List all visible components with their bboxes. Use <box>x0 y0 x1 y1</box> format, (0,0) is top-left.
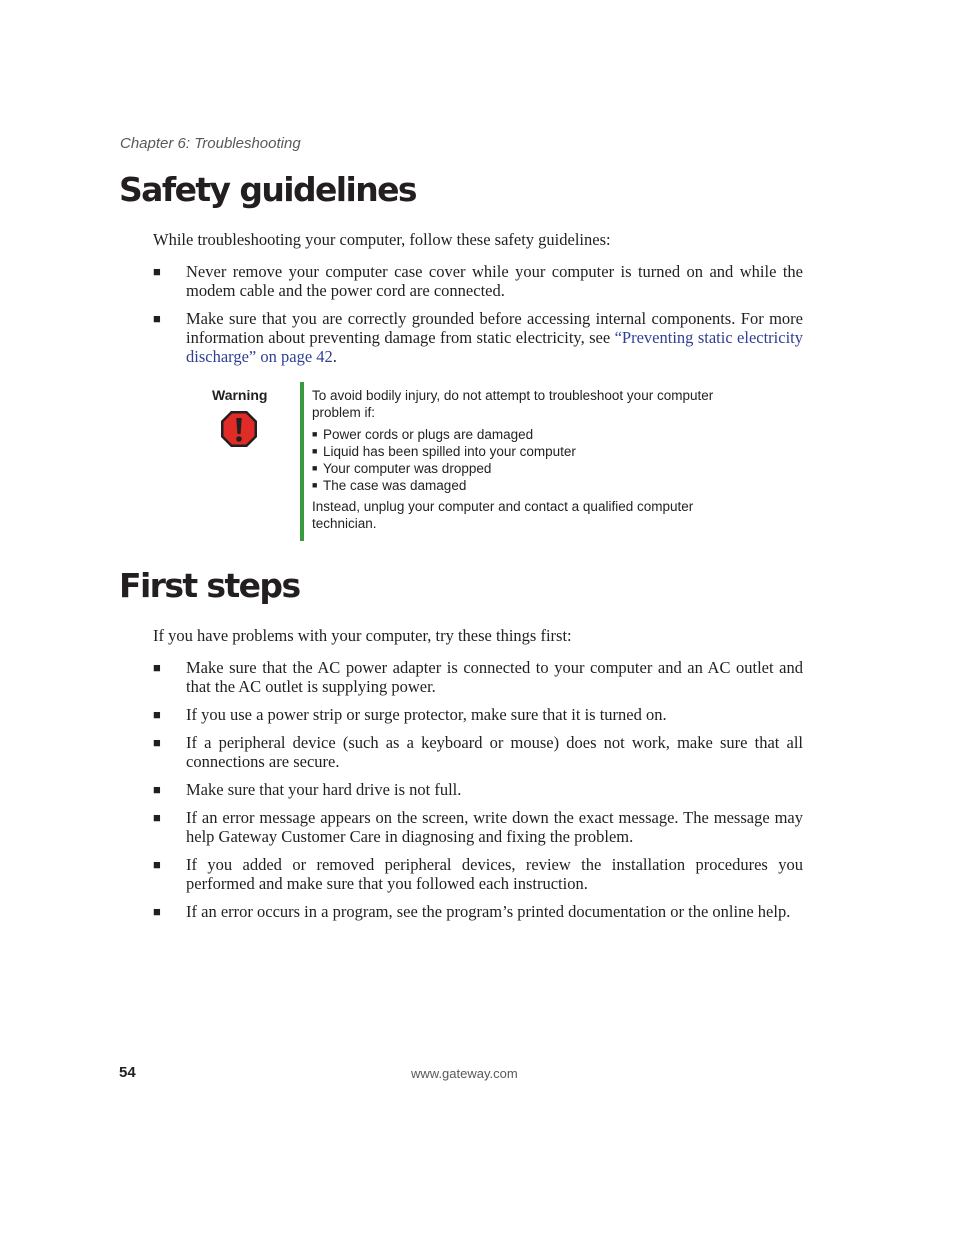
bullet-text: If an error message appears on the screen, write down the exact message. The message may help Gateway Customer Care in diagnosing and fixing the problem. <box>186 808 803 846</box>
warning-body <box>312 387 752 532</box>
bullet-marker: ■ <box>153 810 161 825</box>
bullet-marker: ■ <box>153 904 161 919</box>
bullet-text: If you use a power strip or surge protector, make sure that it is turned on. <box>186 705 667 724</box>
list-item <box>153 733 803 771</box>
warning-intro: To avoid bodily injury, do not attempt to troubleshoot your computer problem if: <box>312 388 714 420</box>
bullet-text: If an error occurs in a program, see the program’s printed documentation or the online help. <box>186 902 791 921</box>
safety-bullet-list <box>153 262 803 375</box>
first-steps-bullet-list <box>153 658 803 930</box>
bullet-marker: ■ <box>153 660 161 675</box>
stop-sign-exclamation-icon <box>220 410 258 448</box>
first-steps-intro: If you have problems with your computer, try these things first: <box>153 626 572 645</box>
bullet-text: Make sure that you are correctly grounded before accessing internal components. For more information about preventing damage from static electricity, see <box>186 309 803 347</box>
list-item <box>312 426 752 443</box>
bullet-text: Make sure that the AC power adapter is connected to your computer and an AC outlet and that the AC outlet is supplying power. <box>186 658 803 696</box>
warning-item: Liquid has been spilled into your computer <box>323 444 576 459</box>
warning-item: Your computer was dropped <box>323 461 492 476</box>
list-item <box>153 262 803 300</box>
bullet-marker: ■ <box>153 735 161 750</box>
bullet-text: If you added or removed peripheral devices, review the installation procedures you performed and make sure that you followed each instruction. <box>186 855 803 893</box>
bullet-marker: ■ <box>153 264 161 279</box>
bullet-text: Make sure that your hard drive is not full. <box>186 780 462 799</box>
list-item <box>312 460 752 477</box>
warning-item: The case was damaged <box>323 478 467 493</box>
list-item <box>312 443 752 460</box>
list-item <box>312 477 752 494</box>
warning-item: Power cords or plugs are damaged <box>323 427 534 442</box>
bullet-marker: ■ <box>312 446 318 456</box>
running-head: Chapter 6: Troubleshooting <box>120 135 301 152</box>
bullet-text-end: . <box>332 347 337 366</box>
bullet-text: Never remove your computer case cover while your computer is turned on and while the modem cable and the power cord are connected. <box>186 262 803 300</box>
list-item <box>153 808 803 846</box>
bullet-marker: ■ <box>312 480 318 490</box>
warning-list <box>312 426 752 494</box>
bullet-marker: ■ <box>153 311 161 326</box>
list-item <box>153 705 803 724</box>
footer-url[interactable]: www.gateway.com <box>411 1066 518 1081</box>
list-item <box>153 309 803 366</box>
list-item <box>153 780 803 799</box>
warning-label: Warning <box>212 387 268 403</box>
bullet-marker: ■ <box>153 857 161 872</box>
list-item <box>153 658 803 696</box>
warning-rule <box>300 382 304 541</box>
page-number: 54 <box>119 1064 136 1081</box>
bullet-marker: ■ <box>312 429 318 439</box>
first-steps-title: First steps <box>119 566 300 605</box>
safety-title: Safety guidelines <box>119 170 416 209</box>
static-discharge-link[interactable]: “Preventing static electricity discharge” on page 42 <box>186 328 803 366</box>
bullet-marker: ■ <box>312 463 318 473</box>
bullet-text: If a peripheral device (such as a keyboard or mouse) does not work, make sure that all connections are secure. <box>186 733 803 771</box>
warning-outro: Instead, unplug your computer and contact a qualified computer technician. <box>312 499 694 531</box>
list-item <box>153 855 803 893</box>
list-item <box>153 902 803 921</box>
bullet-marker: ■ <box>153 707 161 722</box>
safety-intro: While troubleshooting your computer, follow these safety guidelines: <box>153 230 611 249</box>
bullet-marker: ■ <box>153 782 161 797</box>
